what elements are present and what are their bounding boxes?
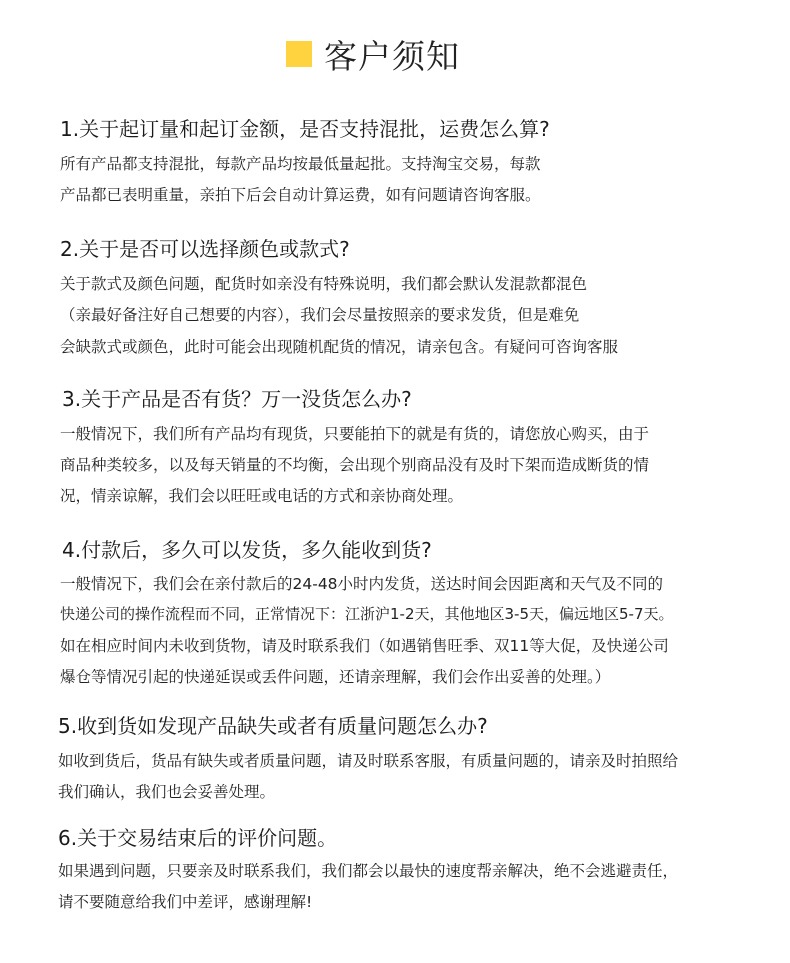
faq-answer-line: 如果遇到问题，只要亲及时联系我们，我们都会以最快的速度帮亲解决，绝不会逃避责任， (58, 862, 679, 880)
faq-answer-line: 快递公司的操作流程而不同，正常情况下：江浙沪1-2天，其他地区3-5天，偏远地区5-7天。 (60, 605, 674, 623)
faq-question: 3.关于产品是否有货？万一没货怎么办? (62, 387, 412, 411)
faq-answer-line: 如在相应时间内未收到货物，请及时联系我们（如遇销售旺季、双11等大促，及快递公司 (60, 637, 669, 655)
faq-answer-line: 商品种类较多，以及每天销量的不均衡，会出现个别商品没有及时下架而造成断货的情 (60, 456, 650, 474)
faq-question: 4.付款后，多久可以发货，多久能收到货? (62, 538, 432, 562)
faq-answer-line: 如收到货后，货品有缺失或者质量问题，请及时联系客服，有质量问题的，请亲及时拍照给 (58, 752, 679, 770)
faq-answer-line: 况，情亲谅解，我们会以旺旺或电话的方式和亲协商处理。 (60, 487, 464, 505)
faq-answer-line: 爆仓等情况引起的快递延误或丢件问题，还请亲理解，我们会作出妥善的处理。） (60, 668, 611, 686)
faq-answer-line: 所有产品都支持混批，每款产品均按最低量起批。支持淘宝交易，每款 (60, 155, 541, 173)
page-title: 客户须知 (324, 36, 460, 76)
faq-question: 6.关于交易结束后的评价问题。 (58, 826, 338, 850)
faq-question: 2.关于是否可以选择颜色或款式? (60, 237, 350, 261)
faq-answer-line: 我们确认，我们也会妥善处理。 (58, 783, 276, 801)
faq-answer-line: 产品都已表明重量，亲拍下后会自动计算运费，如有问题请咨询客服。 (60, 186, 541, 204)
faq-question: 1.关于起订量和起订金额，是否支持混批，运费怎么算? (60, 117, 550, 141)
faq-question: 5.收到货如发现产品缺失或者有质量问题怎么办? (58, 714, 488, 738)
yellow-square-icon (286, 41, 312, 67)
faq-answer-line: （亲最好备注好自己想要的内容），我们会尽量按照亲的要求发货，但是难免 (60, 306, 580, 324)
faq-answer-line: 一般情况下，我们会在亲付款后的24-48小时内发货，送达时间会因距离和天气及不同的 (60, 575, 664, 593)
faq-answer-line: 关于款式及颜色问题，配货时如亲没有特殊说明，我们都会默认发混款都混色 (60, 275, 588, 293)
faq-answer-line: 一般情况下，我们所有产品均有现货，只要能拍下的就是有货的，请您放心购买，由于 (60, 425, 650, 443)
faq-answer-line: 会缺款式或颜色，此时可能会出现随机配货的情况，请亲包含。有疑问可咨询客服 (60, 338, 619, 356)
page-header (286, 30, 460, 78)
faq-answer-line: 请不要随意给我们中差评，感谢理解! (58, 893, 313, 911)
